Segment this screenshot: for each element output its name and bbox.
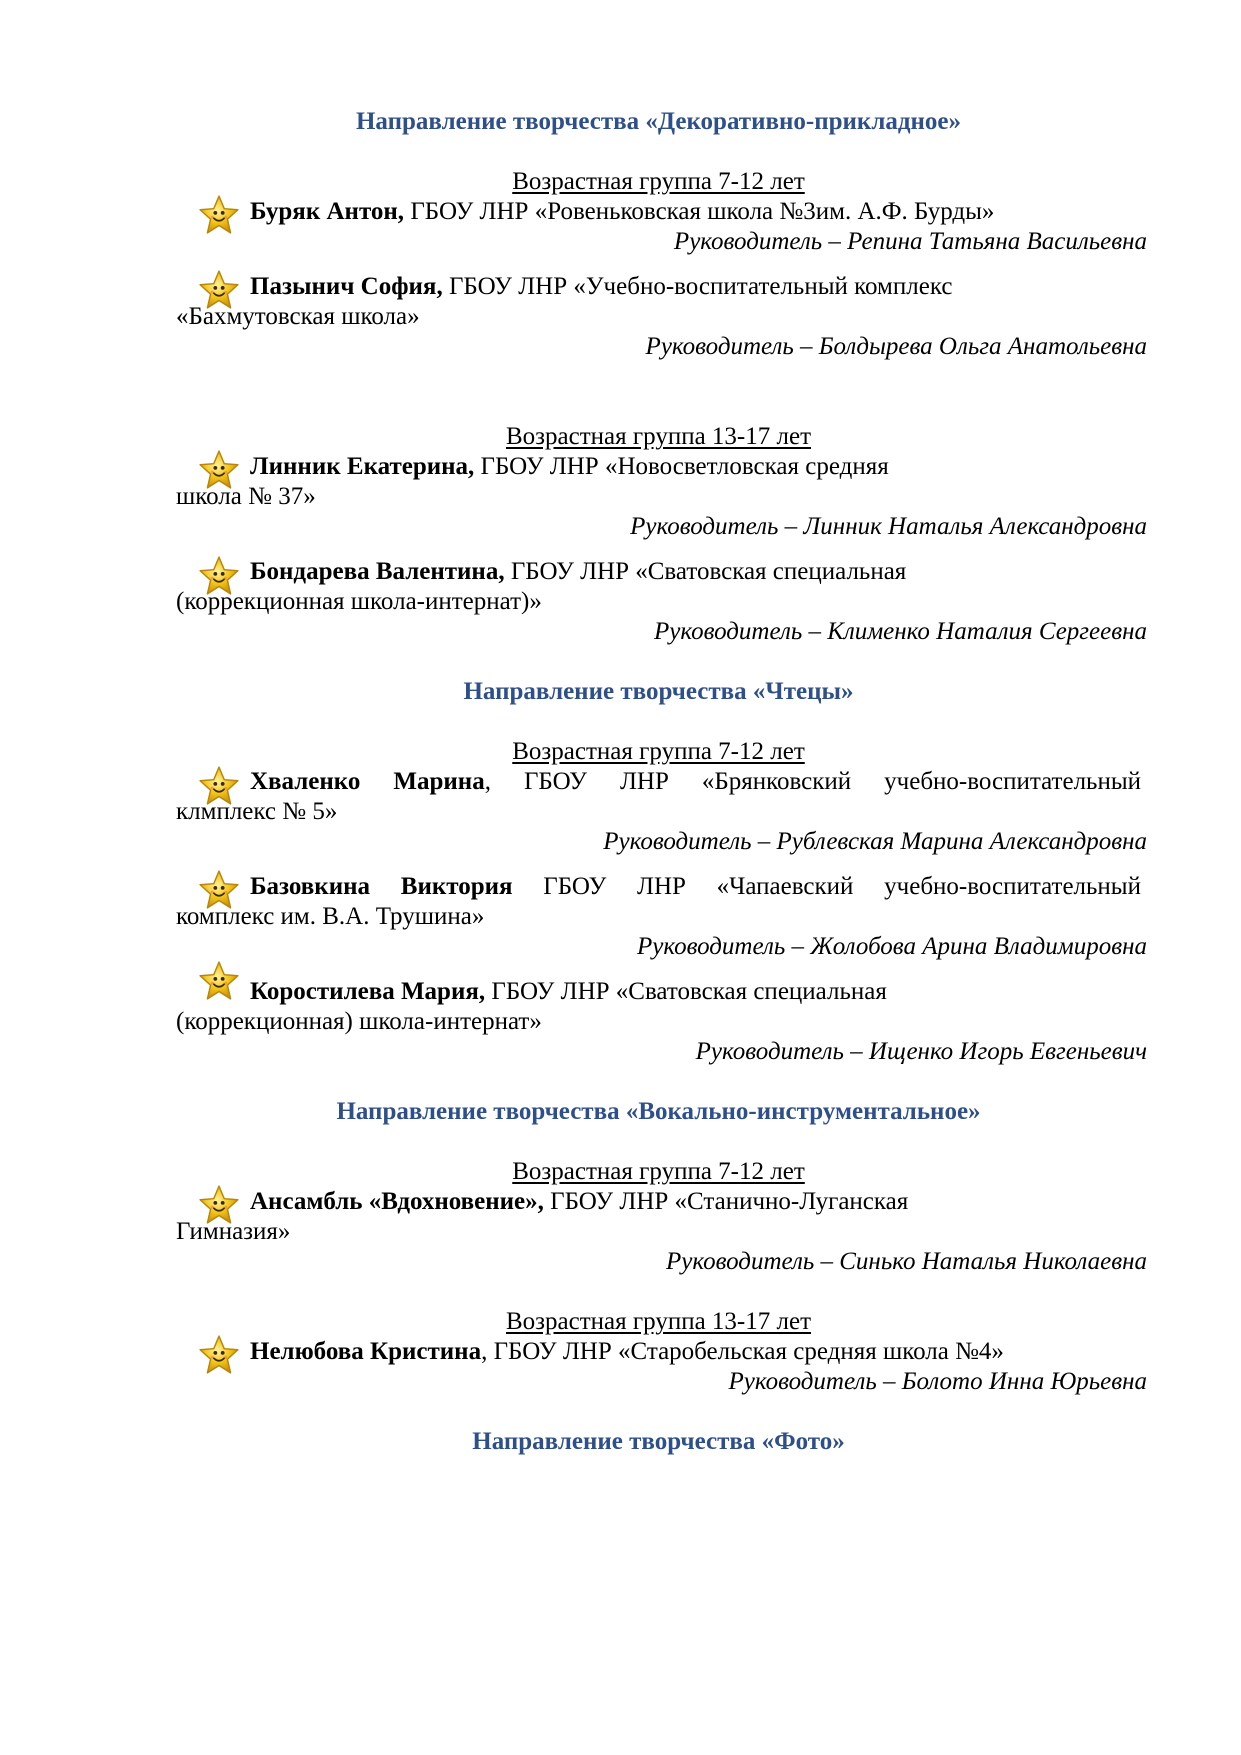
entry-continuation: (коррекционная школа-интернат)»: [176, 588, 542, 615]
section-title: Направление творчества «Вокально-инструментальное»: [336, 1098, 981, 1125]
participant-name: Коростилева Мария,: [250, 978, 486, 1005]
leader-line: Руководитель – Ищенко Игорь Евгеньевич: [695, 1038, 1147, 1065]
school-text: ГБОУ ЛНР «Учебно-воспитательный комплекс: [442, 273, 953, 300]
entry-line: [250, 976, 887, 1008]
leader-line: Руководитель – Жолобова Арина Владимировна: [636, 933, 1147, 960]
school-text: , ГБОУ ЛНР «Брянковский учебно-воспитательный: [484, 768, 1141, 795]
section-title: Направление творчества «Фото»: [472, 1428, 845, 1455]
school-text: ГБОУ ЛНР «Сватовская специальная: [504, 558, 907, 585]
age-group-title: Возрастная группа 13-17 лет: [506, 423, 811, 450]
entry-line: [250, 871, 1141, 903]
entry-line: [250, 451, 889, 483]
school-text: ГБОУ ЛНР «Чапаевский учебно-воспитательный: [512, 873, 1141, 900]
participant-name: Линник Екатерина,: [250, 453, 475, 480]
participant-name: Пазынич София,: [250, 273, 443, 300]
section-title: Направление творчества «Декоративно-прикладное»: [355, 108, 962, 135]
smiling-star-icon: [198, 1334, 240, 1376]
entry-line: [250, 271, 952, 303]
entry-continuation: комплекс им. В.А. Трушина»: [176, 903, 485, 930]
age-group-title: Возрастная группа 13-17 лет: [506, 1308, 811, 1335]
leader-line: Руководитель – Линник Наталья Александровна: [630, 513, 1147, 540]
section-title: Направление творчества «Чтецы»: [463, 678, 854, 705]
entry-line: [250, 1186, 908, 1218]
age-group-title: Возрастная группа 7-12 лет: [512, 168, 805, 195]
school-text: ГБОУ ЛНР «Новосветловская средняя: [474, 453, 889, 480]
smiling-star-icon: [198, 194, 240, 236]
leader-line: Руководитель – Болдырева Ольга Анатольевна: [645, 333, 1147, 360]
leader-line: Руководитель – Рублевская Марина Александровна: [603, 828, 1147, 855]
participant-name: Базовкина Виктория: [250, 873, 513, 900]
age-group-title: Возрастная группа 7-12 лет: [512, 738, 805, 765]
participant-name: Бондарева Валентина,: [250, 558, 505, 585]
participant-name: Хваленко Марина: [250, 768, 485, 795]
school-text: ГБОУ ЛНР «Станично-Луганская: [543, 1188, 909, 1215]
participant-name: Буряк Антон,: [250, 198, 405, 225]
leader-line: Руководитель – Болото Инна Юрьевна: [728, 1368, 1147, 1395]
participant-name: Ансамбль «Вдохновение»,: [250, 1188, 544, 1215]
school-text: , ГБОУ ЛНР «Старобельская средняя школа №4»: [481, 1338, 1004, 1365]
entry-line: [250, 1336, 1004, 1368]
entry-continuation: клмплекс № 5»: [176, 798, 338, 825]
entry-line: [250, 766, 1141, 798]
leader-line: Руководитель – Репина Татьяна Васильевна: [673, 228, 1147, 255]
school-text: ГБОУ ЛНР «Сватовская специальная: [485, 978, 887, 1005]
leader-line: Руководитель – Клименко Наталия Сергеевна: [653, 618, 1147, 645]
entry-continuation: школа № 37»: [176, 483, 316, 510]
entry-continuation: «Бахмутовская школа»: [176, 303, 420, 330]
entry-continuation: (коррекционная) школа-интернат»: [176, 1008, 542, 1035]
entry-line: [250, 196, 994, 228]
participant-name: Нелюбова Кристина: [250, 1338, 482, 1365]
smiling-star-icon: [198, 960, 240, 1002]
age-group-title: Возрастная группа 7-12 лет: [512, 1158, 805, 1185]
school-text: ГБОУ ЛНР «Ровеньковская школа №3им. А.Ф. Бурды»: [404, 198, 995, 225]
entry-line: [250, 556, 906, 588]
entry-continuation: Гимназия»: [176, 1218, 291, 1245]
leader-line: Руководитель – Синько Наталья Николаевна: [666, 1248, 1147, 1275]
